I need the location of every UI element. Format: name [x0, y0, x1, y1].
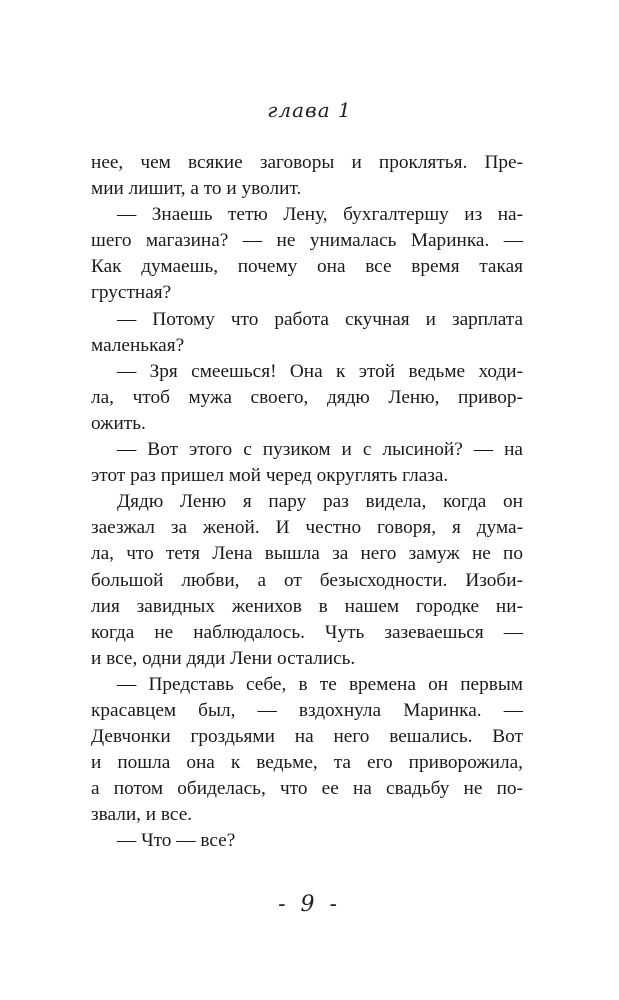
text-line: шего магазина? — не унималась Маринка. — — [91, 230, 523, 252]
text-line: — Вот этого с пузиком и с лысиной? — на — [117, 439, 523, 461]
text-line: — Зря смеешься! Она к этой ведьме ходи- — [117, 360, 523, 382]
text-line: Дядю Леню я пару раз видела, когда он — [117, 491, 523, 513]
text-line: а потом обиделась, что ее на свадьбу не по- — [91, 778, 523, 800]
text-line: лия завидных женихов в нашем городке ни- — [91, 595, 523, 617]
running-head: глава 1 — [267, 98, 352, 122]
text-line: маленькая? — [91, 334, 185, 356]
text-line: красавцем был, — вздохнула Маринка. — — [91, 699, 523, 721]
text-line: — Что — все? — [117, 830, 236, 852]
text-line: ла, чтоб мужа своего, дядю Леню, привор- — [91, 386, 523, 408]
text-line: нее, чем всякие заговоры и проклятья. Пре- — [91, 152, 523, 173]
text-line: и все, одни дяди Лени остались. — [91, 647, 356, 669]
text-line: ожить. — [91, 412, 146, 434]
body-text — [91, 150, 523, 855]
text-line: — Знаешь тетю Лену, бухгалтершу из на- — [117, 204, 523, 226]
text-line: когда не наблюдалось. Чуть зазеваешься — — [91, 621, 523, 643]
text-line: и пошла она к ведьме, та его приворожила, — [91, 752, 523, 774]
text-line: мии лишит, а то и уволит. — [91, 178, 302, 200]
text-line: ла, что тетя Лена вышла за него замуж не по — [91, 543, 523, 565]
text-line: грустная? — [91, 282, 172, 304]
text-line: этот раз пришел мой черед округлять глаза. — [91, 465, 449, 487]
text-line: — Представь себе, в те времена он первым — [117, 673, 523, 695]
text-line: заезжал за женой. И честно говоря, я дума- — [91, 517, 523, 539]
page-number: - 9 - — [278, 892, 341, 917]
text-line: Девчонки гроздьями на него вешались. Вот — [91, 726, 523, 748]
text-line: звали, и все. — [91, 804, 193, 826]
text-line: Как думаешь, почему она все время такая — [91, 256, 523, 278]
text-line: большой любви, а от безысходности. Изоби- — [91, 569, 523, 591]
text-line: — Потому что работа скучная и зарплата — [117, 308, 523, 330]
